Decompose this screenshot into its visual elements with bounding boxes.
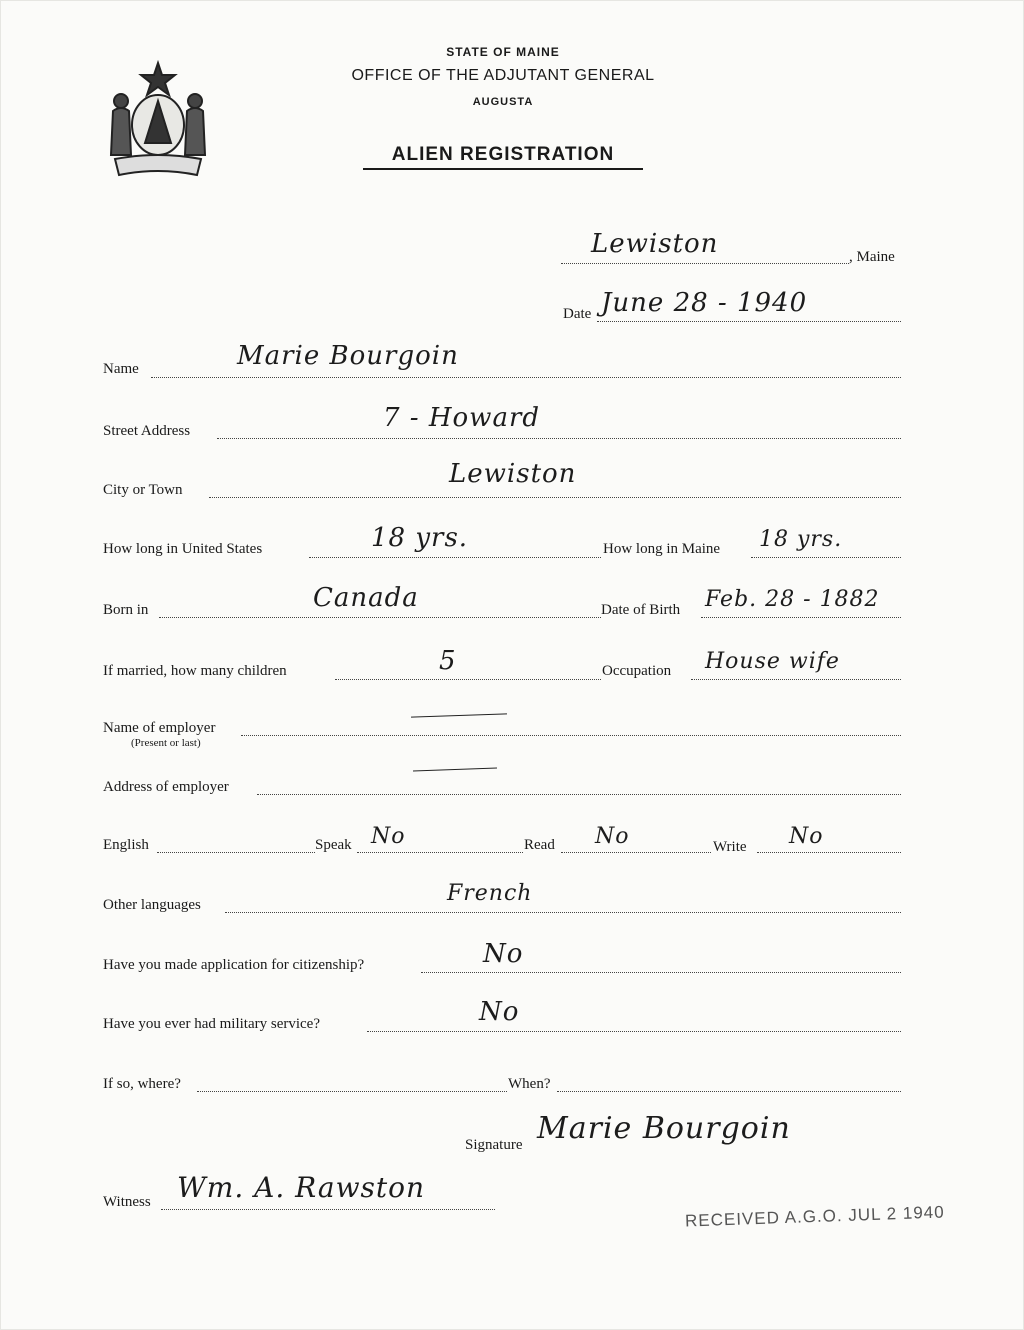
us-duration-label: How long in United States (103, 541, 263, 557)
read-line (561, 852, 711, 853)
english-label: English (103, 837, 149, 853)
street-label: Street Address (103, 423, 191, 439)
speak-label: Speak (315, 837, 352, 853)
speak-line (357, 852, 523, 853)
military-line (367, 1031, 901, 1032)
me-duration-label: How long in Maine (603, 541, 721, 557)
place-suffix: , Maine (849, 249, 895, 265)
employer-address-blank-dash (413, 768, 497, 772)
children-value[interactable]: 5 (439, 646, 457, 676)
occupation-label: Occupation (602, 663, 672, 679)
place-value[interactable]: Lewiston (591, 229, 719, 259)
dob-value[interactable]: Feb. 28 - 1882 (705, 587, 880, 612)
name-line (151, 377, 901, 378)
when-line (557, 1091, 901, 1092)
place-line (561, 263, 849, 264)
military-value[interactable]: No (479, 997, 520, 1027)
employer-line (241, 735, 901, 736)
citizenship-line (421, 972, 901, 973)
employer-label: Name of employer (103, 720, 216, 736)
children-label: If married, how many children (103, 663, 287, 679)
dob-line (701, 617, 901, 618)
date-line (597, 321, 901, 322)
other-languages-label: Other languages (103, 897, 201, 913)
date-value[interactable]: June 28 - 1940 (601, 288, 808, 318)
office-heading: OFFICE OF THE ADJUTANT GENERAL (351, 67, 655, 84)
name-value[interactable]: Marie Bourgoin (237, 341, 459, 371)
dob-label: Date of Birth (601, 602, 681, 618)
employer-sublabel: (Present or last) (131, 737, 201, 749)
city-label: City or Town (103, 482, 183, 498)
occupation-line (691, 679, 901, 680)
read-value[interactable]: No (595, 824, 630, 849)
born-in-value[interactable]: Canada (313, 583, 419, 613)
city-heading: AUGUSTA (472, 96, 534, 108)
me-duration-value[interactable]: 18 yrs. (759, 527, 843, 552)
name-label: Name (103, 361, 139, 377)
witness-value[interactable]: Wm. A. Rawston (177, 1171, 426, 1204)
signature-label: Signature (465, 1137, 523, 1153)
born-in-label: Born in (103, 602, 149, 618)
where-line (197, 1091, 507, 1092)
employer-address-line (257, 794, 901, 795)
citizenship-value[interactable]: No (483, 939, 524, 969)
born-in-line (159, 617, 601, 618)
us-duration-line (309, 557, 601, 558)
occupation-value[interactable]: House wife (705, 649, 840, 674)
other-languages-value[interactable]: French (447, 881, 533, 906)
city-line (209, 497, 901, 498)
date-label: Date (563, 306, 592, 322)
read-label: Read (524, 837, 555, 853)
citizenship-label: Have you made application for citizenship? (103, 957, 365, 973)
form-title: ALIEN REGISTRATION (363, 144, 643, 170)
signature-value[interactable]: Marie Bourgoin (537, 1111, 791, 1146)
write-line (757, 852, 901, 853)
witness-label: Witness (103, 1194, 151, 1210)
received-stamp: RECEIVED A.G.O. JUL 2 1940 (684, 1202, 945, 1231)
us-duration-value[interactable]: 18 yrs. (371, 523, 469, 553)
english-line (157, 852, 315, 853)
state-heading: STATE OF MAINE (446, 45, 560, 59)
street-value[interactable]: 7 - Howard (383, 403, 541, 433)
write-value[interactable]: No (789, 824, 824, 849)
me-duration-line (751, 557, 901, 558)
write-label: Write (713, 839, 747, 855)
street-line (217, 438, 901, 439)
other-languages-line (225, 912, 901, 913)
state-seal-icon (105, 59, 211, 181)
children-line (335, 679, 601, 680)
city-value[interactable]: Lewiston (449, 459, 577, 489)
when-label: When? (508, 1076, 551, 1092)
witness-line (161, 1209, 495, 1210)
speak-value[interactable]: No (371, 824, 406, 849)
where-label: If so, where? (103, 1076, 181, 1092)
employer-blank-dash (411, 713, 507, 717)
military-label: Have you ever had military service? (103, 1016, 320, 1032)
employer-address-label: Address of employer (103, 779, 229, 795)
